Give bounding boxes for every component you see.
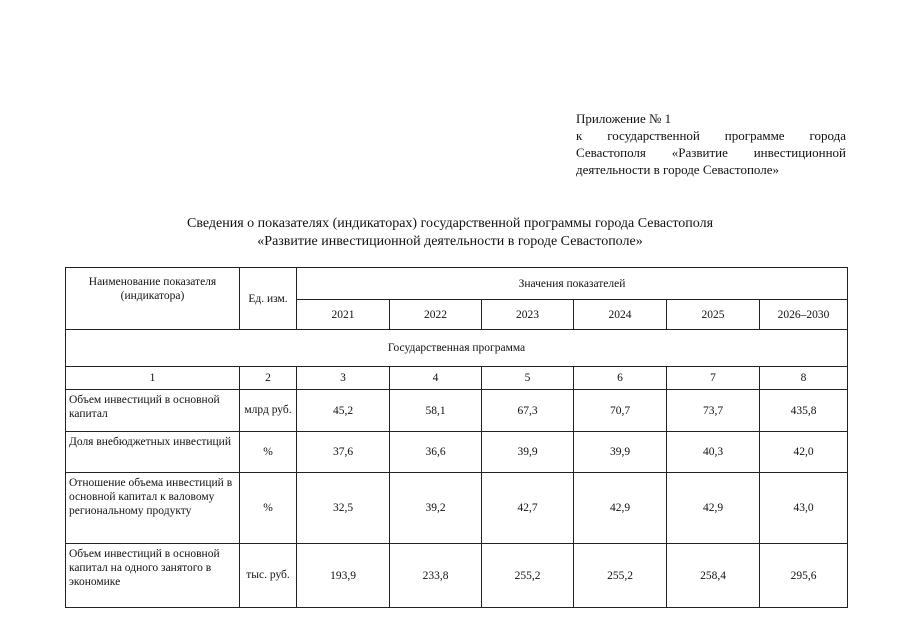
- table-row: [66, 432, 848, 473]
- title-line: «Развитие инвестиционной деятельности в городе Севастополе»: [257, 234, 643, 249]
- indicator-value: 36,6: [390, 432, 482, 473]
- column-number: 5: [482, 367, 574, 390]
- indicator-value: 255,2: [482, 544, 574, 608]
- indicator-value: 43,0: [760, 473, 848, 544]
- indicator-unit: млрд руб.: [240, 390, 297, 432]
- indicators-table: [65, 267, 848, 608]
- indicator-value: 42,0: [760, 432, 848, 473]
- column-number: 4: [390, 367, 482, 390]
- table-row: [66, 544, 848, 608]
- appendix-line: к государственной программе города: [576, 128, 846, 143]
- indicator-value: 193,9: [297, 544, 390, 608]
- appendix-note: [576, 110, 846, 178]
- section-title: Государственная программа: [66, 330, 848, 367]
- indicator-value: 32,5: [297, 473, 390, 544]
- document-title: [100, 215, 800, 251]
- column-number: 6: [574, 367, 667, 390]
- indicator-value: 40,3: [667, 432, 760, 473]
- column-number: 2: [240, 367, 297, 390]
- indicator-name: Объем инвестиций в основной капитал на одного занятого в экономике: [66, 544, 240, 608]
- indicator-unit: %: [240, 432, 297, 473]
- table-row: [66, 473, 848, 544]
- indicator-value: 39,2: [390, 473, 482, 544]
- column-number: 3: [297, 367, 390, 390]
- indicator-value: 67,3: [482, 390, 574, 432]
- header-name: Наименование показателя (индикатора): [66, 268, 240, 330]
- indicator-value: 258,4: [667, 544, 760, 608]
- indicator-value: 58,1: [390, 390, 482, 432]
- header-year: 2022: [390, 300, 482, 330]
- title-line: Сведения о показателях (индикаторах) государственной программы города Севастополя: [186, 216, 714, 231]
- indicator-value: 37,6: [297, 432, 390, 473]
- column-number: 1: [66, 367, 240, 390]
- indicator-value: 73,7: [667, 390, 760, 432]
- indicator-value: 295,6: [760, 544, 848, 608]
- header-unit: Ед. изм.: [240, 268, 297, 330]
- indicator-value: 42,9: [574, 473, 667, 544]
- column-number: 8: [760, 367, 848, 390]
- indicator-unit: %: [240, 473, 297, 544]
- indicator-value: 435,8: [760, 390, 848, 432]
- table-row: [66, 390, 848, 432]
- column-number: 7: [667, 367, 760, 390]
- indicator-name: Отношение объема инвестиций в основной капитал к валовому региональному продукту: [66, 473, 240, 544]
- header-year: 2023: [482, 300, 574, 330]
- indicator-value: 42,7: [482, 473, 574, 544]
- appendix-line: деятельности в городе Севастополе»: [576, 162, 779, 177]
- header-year: 2025: [667, 300, 760, 330]
- indicator-name: Доля внебюджетных инвестиций: [66, 432, 240, 473]
- header-year: 2026–2030: [760, 300, 848, 330]
- indicator-value: 39,9: [482, 432, 574, 473]
- indicator-value: 70,7: [574, 390, 667, 432]
- indicator-value: 255,2: [574, 544, 667, 608]
- header-year: 2024: [574, 300, 667, 330]
- header-values: Значения показателей: [297, 268, 848, 300]
- indicator-value: 233,8: [390, 544, 482, 608]
- indicator-value: 45,2: [297, 390, 390, 432]
- indicator-value: 39,9: [574, 432, 667, 473]
- indicator-name: Объем инвестиций в основной капитал: [66, 390, 240, 432]
- appendix-title: Приложение № 1: [576, 111, 672, 126]
- indicator-value: 42,9: [667, 473, 760, 544]
- appendix-line: Севастополя «Развитие инвестиционной: [576, 145, 846, 160]
- header-year: 2021: [297, 300, 390, 330]
- indicator-unit: тыс. руб.: [240, 544, 297, 608]
